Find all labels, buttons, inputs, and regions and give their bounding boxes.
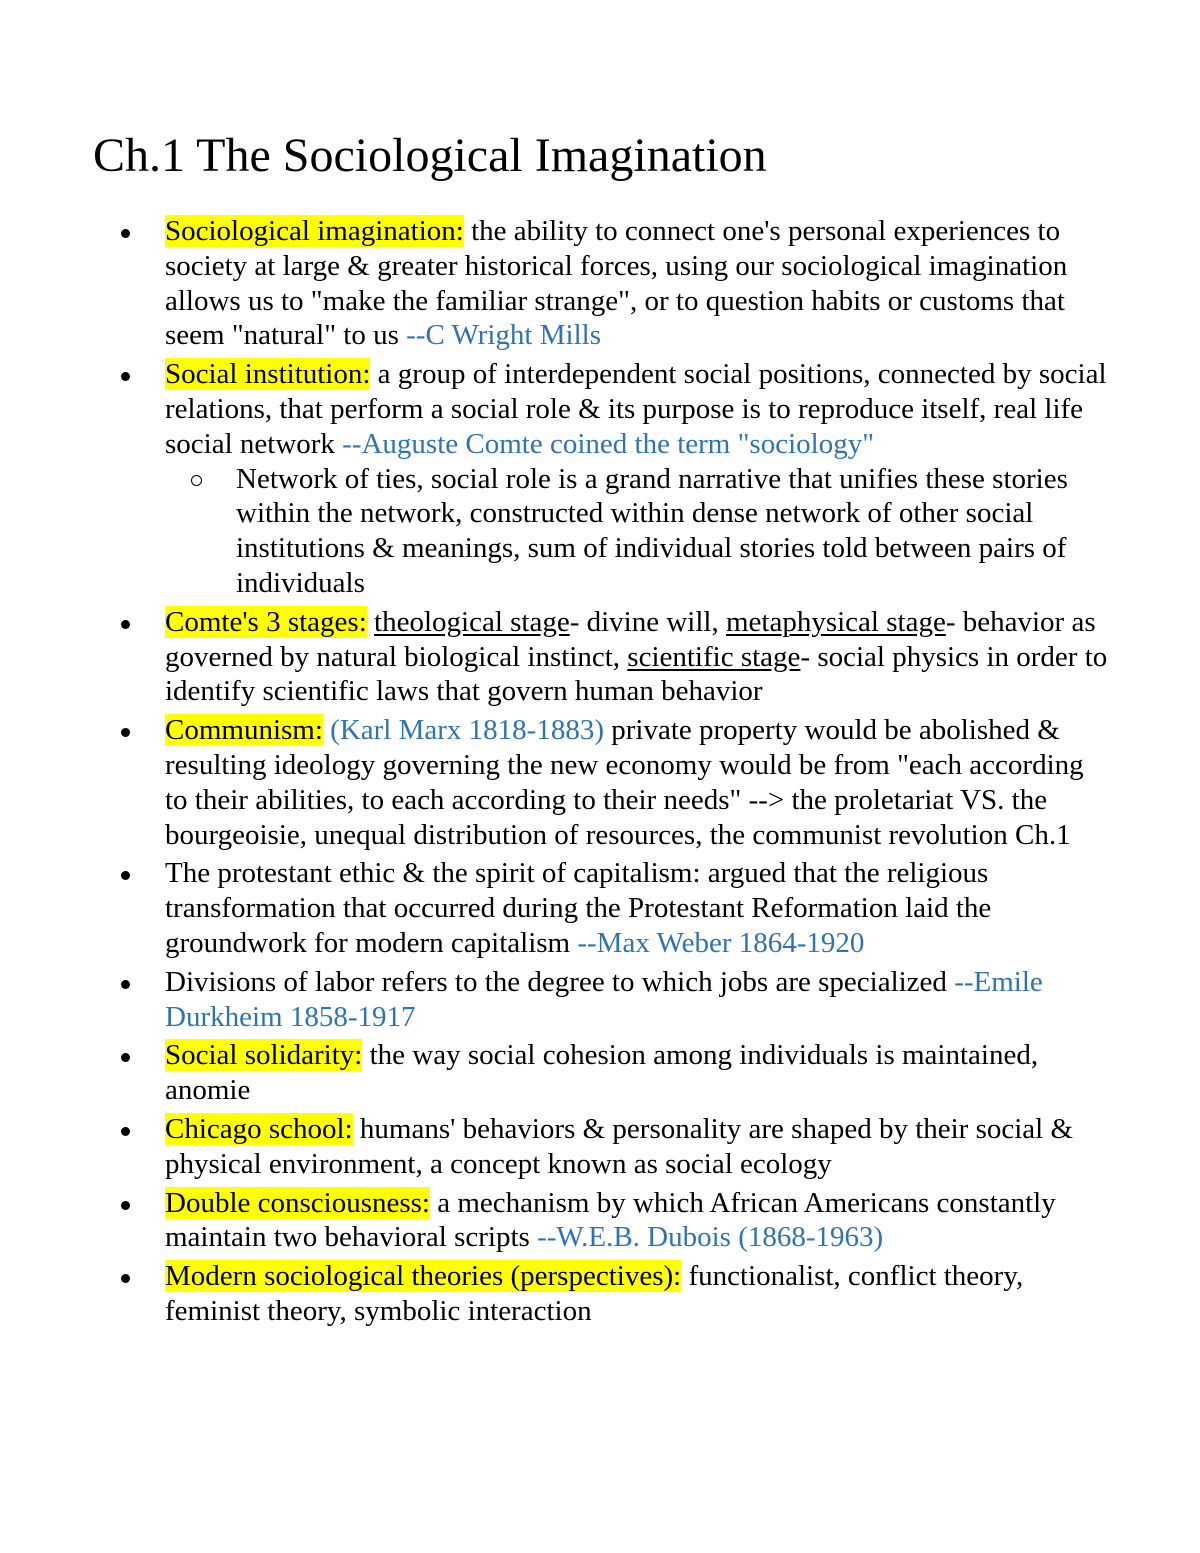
attribution: --Emile Durkheim 1858-1917 xyxy=(165,965,1043,1033)
item-text: private property would be abolished & resulting ideology governing the new economy would be from "each according to their abilities, to each according to their needs" --> the proletariat VS. the bourgeoisie, unequal distribution of resources, the communist revolution Ch.1 xyxy=(165,714,1084,851)
highlighted-term: Social solidarity: xyxy=(165,1039,363,1072)
underlined-stage: metaphysical stage xyxy=(725,605,946,638)
list-item-double-consciousness xyxy=(165,1186,1110,1256)
attribution: --Max Weber 1864-1920 xyxy=(577,926,865,959)
attribution: --C Wright Mills xyxy=(406,319,601,352)
item-text: - divine will, xyxy=(569,605,726,638)
notes-list xyxy=(165,214,1110,1333)
item-text: The protestant ethic & the spirit of capitalism: argued that the religious transformation that occurred during the Protestant Reformation laid the groundwork for modern capitalism xyxy=(165,857,992,959)
list-item-divisions-of-labor xyxy=(165,965,1110,1035)
item-text: Divisions of labor refers to the degree to which jobs are specialized xyxy=(165,965,955,998)
item-text: a group of interdependent social positions, connected by social relations, that perform a social role & its purpose is to reproduce itself, real life social network xyxy=(165,358,1107,460)
list-item-sociological-imagination xyxy=(165,214,1110,353)
item-text: humans' behaviors & personality are shaped by their social & physical environment, a concept known as social ecology xyxy=(165,1112,1074,1180)
attribution: (Karl Marx 1818-1883) xyxy=(330,714,604,747)
highlighted-term: Social institution: xyxy=(165,358,371,391)
list-item-chicago-school xyxy=(165,1112,1110,1182)
item-text: functionalist, conflict theory, feminist theory, symbolic interaction xyxy=(165,1260,1024,1327)
highlighted-term: Sociological imagination: xyxy=(165,215,464,247)
list-item-protestant-ethic xyxy=(165,856,1110,960)
list-item-modern-theories xyxy=(165,1259,1110,1329)
list-item-communism xyxy=(165,713,1110,852)
highlighted-term: Communism: xyxy=(165,714,323,747)
underlined-stage: scientific stage xyxy=(627,640,801,673)
highlighted-term: Chicago school: xyxy=(165,1112,353,1145)
highlighted-term: Comte's 3 stages: xyxy=(165,605,367,638)
item-text: - behavior as governed by natural biological instinct, xyxy=(165,605,1096,673)
list-item-social-solidarity xyxy=(165,1038,1110,1108)
sub-list-item: Network of ties, social role is a grand narrative that unifies these stories within the network, constructed within dense network of other social institutions & meanings, sum of individual stories told between pairs of individuals xyxy=(236,462,1110,601)
item-text: - social physics in order to identify scientific laws that govern human behavior xyxy=(165,640,1108,708)
highlighted-term: Double consciousness: xyxy=(165,1186,430,1219)
highlighted-term: Modern sociological theories (perspectives): xyxy=(165,1260,682,1293)
underlined-stage: theological stage xyxy=(374,605,570,638)
attribution: --Auguste Comte coined the term "sociology" xyxy=(342,427,875,460)
attribution: --W.E.B. Dubois (1868-1963) xyxy=(537,1221,884,1254)
item-text xyxy=(367,606,374,638)
item-text: a mechanism by which African Americans constantly maintain two behavioral scripts xyxy=(165,1186,1056,1254)
page-title: Ch.1 The Sociological Imagination xyxy=(93,129,767,182)
list-item-comte-stages xyxy=(165,605,1110,709)
item-text: the way social cohesion among individuals is maintained, anomie xyxy=(165,1039,1039,1107)
sub-list xyxy=(165,462,1110,601)
list-item-social-institution xyxy=(165,357,1110,601)
item-text: the ability to connect one's personal experiences to society at large & greater historical forces, using our sociological imagination allows us to "make the familiar strange", or to question habits or customs that seem "natural" to us xyxy=(165,215,1068,352)
